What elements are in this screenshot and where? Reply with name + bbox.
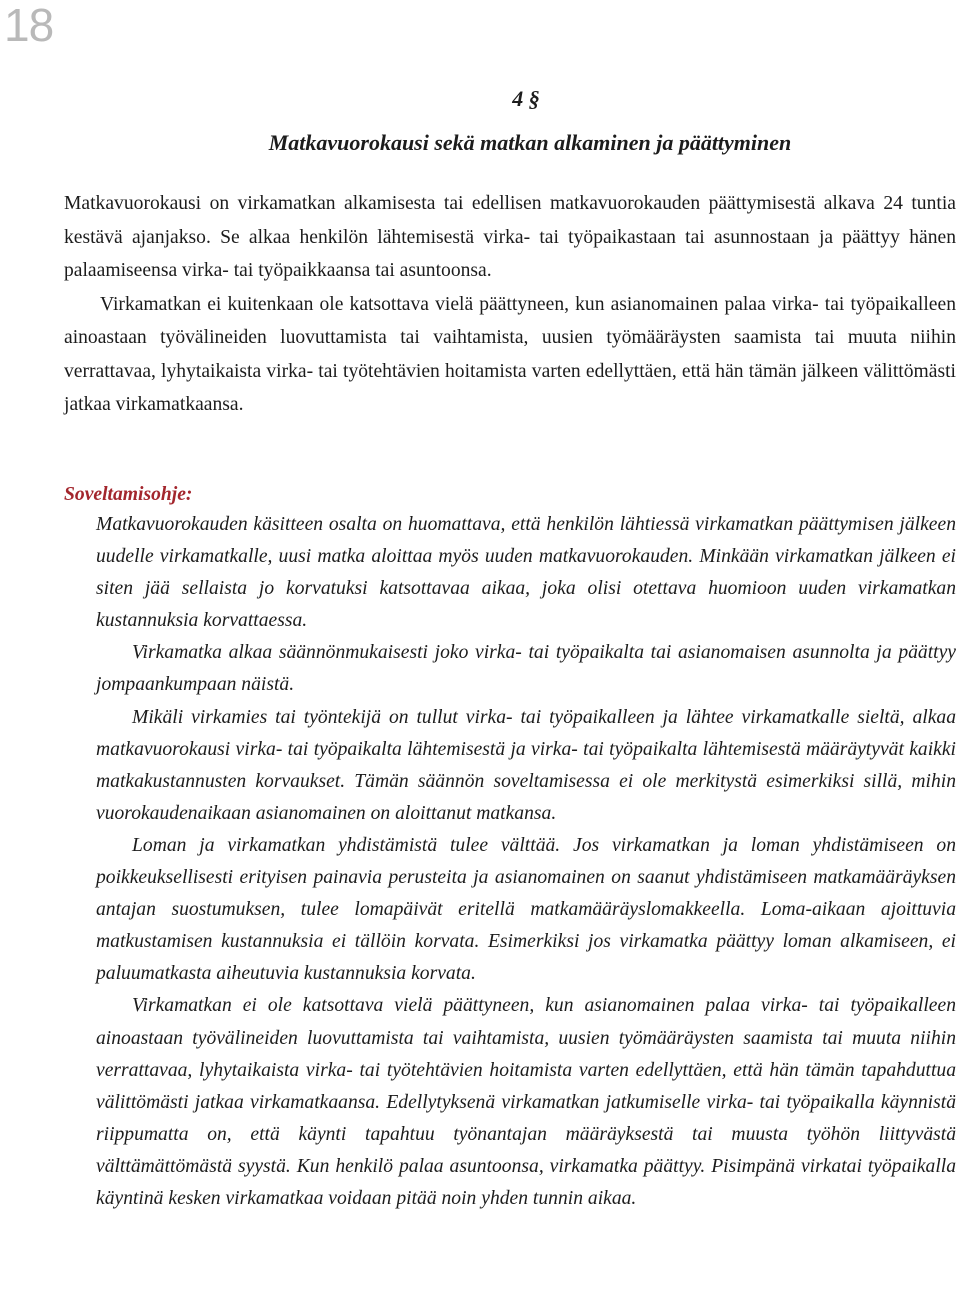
guidance-paragraph: Loman ja virkamatkan yhdistämistä tulee välttää. Jos virkamatkan ja loman yhdistämiseen on poikkeuksellisesti erityisen painavia perusteita ja asianomainen on saanut yhdistämiseen matkamääräyksen antajan suostumuksen, tulee lomapäivät eritellä matkamääräyslomakkeella. Loma-aikaan ajoittuvia matkustamisen kustannuksia ei tällöin korvata. Esimerkiksi jos virkamatka päättyy loman alkamiseen, ei paluumatkasta aiheutuvia kustannuksia korvata.: [96, 834, 956, 985]
section-number: 4 §: [512, 86, 540, 111]
guidance-paragraph: Matkavuorokauden käsitteen osalta on huomattava, että henkilön lähtiessä virkamatkan päättymisen jälkeen uudelle virkamatkalle, uusi matka aloittaa myös uuden matkavuorokauden. Minkään virkamatkan jälkeen ei siten jää sellaista jo korvatuksi katsottavaa aikaa, joka olisi otettava huomioon uuden virkamatkan kustannuksia korvattaessa.: [96, 514, 956, 632]
guidance-body: [96, 509, 956, 1215]
page-number: 18: [4, 0, 54, 51]
guidance-paragraph: Mikäli virkamies tai työntekijä on tullut virka- tai työpaikalleen ja lähtee virkamatkalle sieltä, alkaa matkavuorokausi virka- tai työpaikalta lähtemisestä ja virka- tai työpaikalta lähtemisestä määräytyvät kaikki matkakustannusten korvaukset. Tämän säännön soveltamisessa ei ole merkitystä esimerkiksi sillä, mihin vuorokaudenaikaan asianomainen on aloittanut matkansa.: [96, 706, 956, 824]
guidance-heading: Soveltamisohje:: [64, 484, 193, 505]
section-body: [64, 187, 956, 422]
body-paragraph: Matkavuorokausi on virkamatkan alkamisesta tai edellisen matkavuorokauden päättymisestä alkava 24 tuntia kestävä ajanjakso. Se alkaa henkilön lähtemisestä virka- tai työpaikastaan tai asunnostaan ja päättyy hänen palaamiseensa virka- tai työpaikkaansa tai asuntoonsa.: [64, 193, 956, 281]
guidance-paragraph: Virkamatka alkaa säännönmukaisesti joko virka- tai työpaikalta tai asianomaisen asunnolta ja päättyy jompaankumpaan näistä.: [96, 642, 956, 696]
guidance-paragraph: Virkamatkan ei ole katsottava vielä päättyneen, kun asianomainen palaa virka- tai työpaikalleen ainoastaan työvälineiden luovuttamista tai vaihtamista, uusien työmääräysten saamista tai muuta niihin verrattavaa, lyhytaikaista virka- tai työtehtävien hoitamista varten edellyttäen, että hän tämän tapahduttua välittömästi jatkaa virkamatkaansa. Edellytyksenä virkamatkan jatkumiselle virka- tai työpaikalla käynnistä riippumatta on, että käynti tapahtuu työnantajan määräyksestä tai muusta työhön liittyvästä välttämättömästä syystä. Kun henkilö palaa asuntoonsa, virkamatka päättyy. Pisimpänä virkatai työpaikalla käyntinä kesken virkamatkaa voidaan pitää noin yhden tunnin aikaa.: [96, 995, 956, 1209]
body-paragraph: Virkamatkan ei kuitenkaan ole katsottava vielä päättyneen, kun asianomainen palaa virka- tai työpaikalleen ainoastaan työvälineiden luovuttamista tai vaihtamista, uusien työmääräysten saamista tai muuta niihin verrattavaa, lyhytaikaista virka- tai työtehtävien hoitamista varten edellyttäen, että hän tämän jälkeen välittömästi jatkaa virkamatkaansa.: [64, 293, 956, 415]
section-title: Matkavuorokausi sekä matkan alkaminen ja päättyminen: [268, 130, 792, 155]
